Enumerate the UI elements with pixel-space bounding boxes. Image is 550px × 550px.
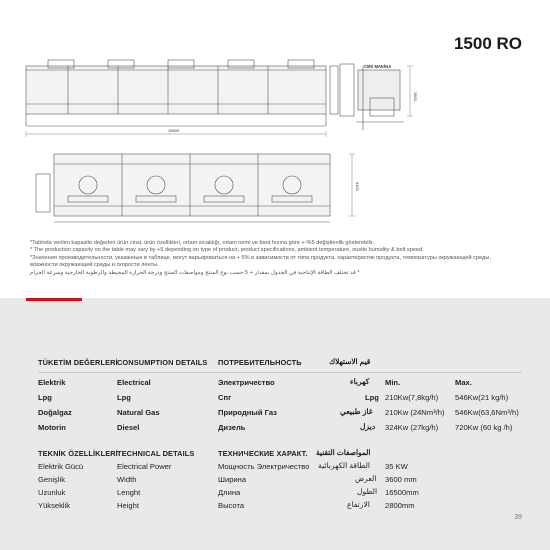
page-number: 39: [514, 514, 522, 521]
tech-power-en: Electrical Power: [117, 462, 172, 471]
consumption-header-en: CONSUMPTION DETAILS: [117, 358, 208, 367]
row-elektrik-en: Electrical: [117, 378, 151, 387]
tech-power-ru: Мощность Электричество: [218, 462, 310, 471]
height-dimension: [407, 66, 413, 116]
machine-drawing: [18, 46, 418, 236]
row-lpg-ru: Спг: [218, 393, 232, 402]
capacity-notes: [30, 240, 520, 277]
length-dimension-label: 15500: [168, 128, 180, 133]
tech-width-ru: Ширина: [218, 475, 247, 484]
side-view: [26, 60, 404, 130]
row-dogalgaz-min: 210Kw (24Nm³/h): [385, 408, 445, 417]
tech-height-en: Height: [117, 501, 139, 510]
brand-label: CMS MAKİNA: [364, 64, 392, 69]
row-lpg-en: Lpg: [117, 393, 131, 402]
consumption-header-rule: [38, 372, 522, 373]
page-title: 1500 RO: [453, 34, 522, 53]
tech-width-en: Width: [117, 475, 137, 484]
tech-height-ru: Высота: [218, 501, 245, 510]
note-en: * The production capacity on the table may vary by +5 depending on type of product, product specifications, ambient temperature, ousite humidity & belt speed.: [30, 247, 424, 254]
row-motorin-min: 324Kw (27kg/h): [385, 423, 439, 432]
row-dogalgaz-ar: غاز طبيعي: [340, 407, 373, 416]
consumption-header-ar: قيم الاستهلاك: [329, 357, 371, 366]
width-dimension-label: 6100: [355, 182, 360, 191]
row-motorin-en: Diesel: [117, 423, 140, 432]
consumption-header-ru: ПОТРЕБИТЕЛЬНОСТЬ: [218, 358, 302, 367]
row-motorin-max: 720Kw (60 kg /h): [455, 423, 513, 432]
tech-length-en: Lenght: [117, 488, 141, 497]
row-lpg-min: 210Kw(7,8kg/h): [385, 393, 439, 402]
width-dimension: [349, 154, 355, 216]
tech-length-ar: الطول: [357, 487, 378, 496]
note-ru: *Значения производительности, указанные в таблице, могут варьироваться на + 5% в зависимости от типа продукта, характеристик продукта, температуры окружающей среды, влажности окружающей среды и скорости ленты.: [30, 254, 491, 269]
row-lpg-ar: Lpg: [365, 393, 379, 402]
technical-header-tr: TEKNİK ÖZELLİKLERİ: [38, 449, 118, 458]
col-min-label: Min.: [385, 378, 401, 387]
row-elektrik-tr: Elektrik: [38, 378, 66, 387]
row-dogalgaz-ru: Природный Газ: [218, 408, 277, 417]
row-motorin-ru: Дизель: [218, 423, 246, 432]
tech-power-value: 35 KW: [385, 462, 408, 471]
technical-header-ru: ТЕХНИЧЕСКИЕ ХАРАКТ.: [218, 449, 308, 458]
row-lpg-tr: Lpg: [38, 393, 52, 402]
row-elektrik-ru: Электричество: [218, 378, 275, 387]
consumption-header-tr: TÜKETİM DEĞERLERİ: [38, 358, 118, 367]
row-elektrik-ar: كهرباء: [350, 377, 370, 386]
row-motorin-tr: Motorin: [38, 423, 66, 432]
row-dogalgaz-max: 546Kw(63,6Nm³/h): [455, 408, 519, 417]
tech-width-tr: Genişlik: [38, 475, 66, 484]
note-tr: *Tabloda verilen kapasite değerleri ürün cinsi, ürün özellikleri, ortam sıcaklığı, ortam nemi ve bant hızına göre +-%5 değişkenlik gösterebilir.: [30, 240, 375, 246]
tech-height-tr: Yükseklik: [38, 501, 71, 510]
technical-header-en: TECHNICAL DETAILS: [117, 449, 195, 458]
col-max-label: Max.: [455, 378, 472, 387]
row-motorin-ar: ديزل: [360, 422, 376, 431]
tech-height-ar: الارتفاع: [347, 500, 370, 509]
tech-length-tr: Uzunluk: [38, 488, 66, 497]
row-dogalgaz-en: Natural Gas: [117, 408, 160, 417]
height-dimension-label: 2800: [413, 92, 418, 101]
tech-width-ar: العرض: [355, 474, 377, 483]
tech-length-ru: Длина: [218, 488, 241, 497]
row-dogalgaz-tr: Doğalgaz: [38, 408, 72, 417]
technical-header-ar: المواصفات التقنية: [316, 448, 371, 457]
tech-length-value: 16500mm: [385, 488, 419, 497]
top-view: [36, 154, 330, 222]
tech-height-value: 2800mm: [385, 501, 415, 510]
row-lpg-max: 546Kw(21 kg/h): [455, 393, 509, 402]
accent-line: [26, 298, 82, 301]
tech-width-value: 3600 mm: [385, 475, 417, 484]
tech-power-ar: الطاقة الكهربائية: [318, 461, 370, 470]
note-ar: * قد تختلف الطاقة الإنتاجية في الجدول بمقدار + 5 حسب نوع المنتج ومواصفات المنتج ودرجة الحرارة المحيطة والرطوبة الخارجية وسرعة الحزام: [30, 269, 360, 276]
tech-power-tr: Elektrik Gücü: [38, 462, 84, 471]
